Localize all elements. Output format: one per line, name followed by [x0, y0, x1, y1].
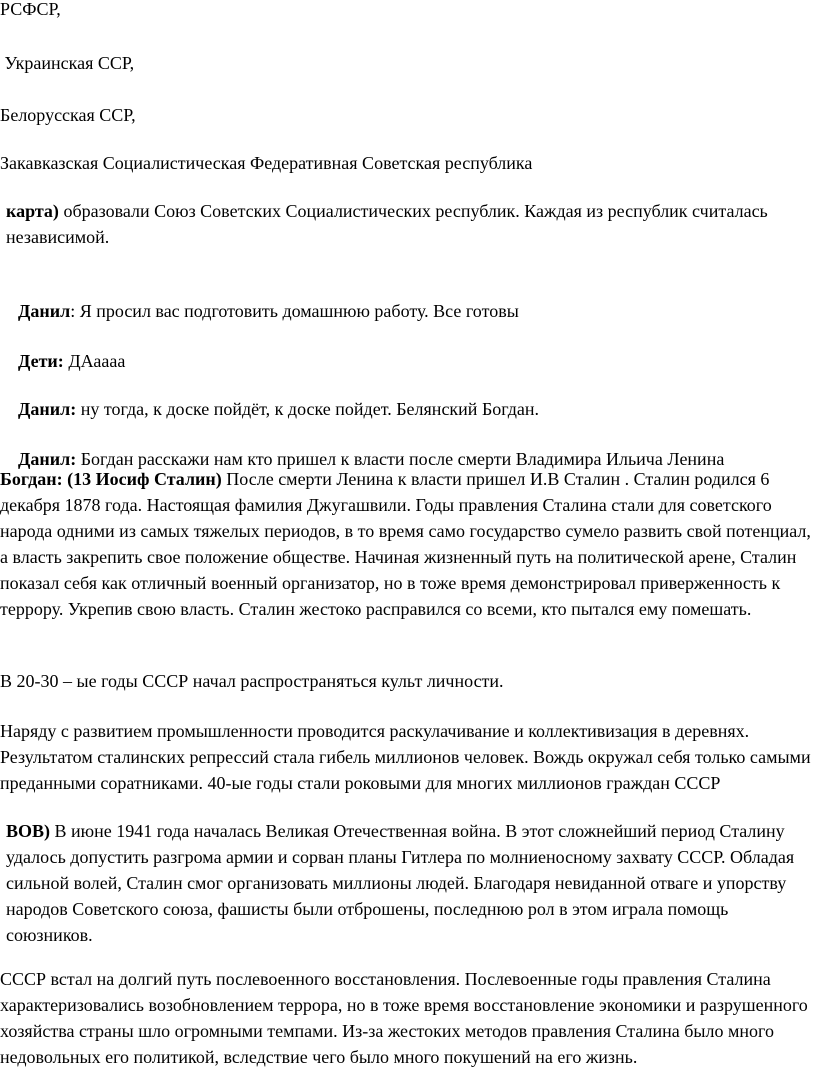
paragraph-vov	[6, 818, 814, 948]
republic-line-belarus: Белорусская ССР,	[0, 105, 136, 125]
speaker-bogdan: Богдан: (13 Иосиф Сталин)	[0, 469, 222, 489]
paragraph-industry: Наряду с развитием промышленности проводится раскулачивание и коллективизация в деревнях. Результатом сталинских репрессий стала гибель миллионов человек. Вождь окружал себя только самыми преданными соратниками. 40-ые годы стали роковыми для многих миллионов граждан СССР	[0, 721, 811, 793]
speaker-danil-2: Данил:	[18, 399, 77, 419]
paragraph-cult: В 20-30 – ые годы СССР начал распространяться культ личности.	[0, 671, 504, 691]
paragraph-postwar: СССР встал на долгий путь послевоенного восстановления. Послевоенные годы правления Сталина характеризовались возобновлением террора, но в тоже время восстановление экономики и разрушенного хозяйства страны шло огромными темпами. Из-за жестоких методов правления Сталина было много недовольных его политикой, вследствие чего было много покушений на его жизнь.	[0, 969, 808, 1067]
paragraph-bogdan	[0, 466, 814, 622]
dialog-text-3: ну тогда, к доске пойдёт, к доске пойдет. Белянский Богдан.	[76, 399, 540, 419]
karta-label: карта)	[6, 201, 59, 221]
bogdan-text: После смерти Ленина к власти пришел И.В Сталин . Сталин родился 6 декабря 1878 года. Настоящая фамилия Джугашвили. Годы правления Сталина стали для советского народа одними из самых тяжелых периодов, в то время само государство сумело развить свой потенциал, а власть закрепить свое положение обществе. Начиная жизненный путь на политической арене, Сталин показал себя как отличный военный организатор, но в тоже время демонстрировал приверженность к террору. Укрепив свою власть. Сталин жестоко расправился со всеми, кто пытался ему помешать.	[0, 469, 811, 619]
vov-text: В июне 1941 года началась Великая Отечественная война. В этот сложнейший период Сталину удалось допустить разгрома армии и сорван планы Гитлера по молниеносному захвату СССР. Обладая сильной волей, Сталин смог организовать миллионы людей. Благодаря невиданной отваге и упорству народов Советского союза, фашисты были отброшены, последнюю рол в этом играла помощь союзников.	[6, 821, 795, 945]
republic-line-transcaucasia: Закавказская Социалистическая Федеративная Советская республика	[0, 153, 533, 173]
karta-text: образовали Союз Советских Социалистических республик. Каждая из республик считалась независимой.	[6, 201, 768, 247]
paragraph-karta	[6, 198, 814, 250]
speaker-danil-1: Данил	[18, 301, 71, 321]
republic-line-ukraine: Украинская ССР,	[0, 53, 135, 73]
vov-label: ВОВ)	[6, 821, 51, 841]
speaker-deti: Дети:	[18, 351, 64, 371]
dialog-text-1: : Я просил вас подготовить домашнюю работу. Все готовы	[70, 301, 519, 321]
speaker-danil-3: Данил:	[18, 449, 77, 469]
republic-line-rsfsr: РСФСР,	[0, 0, 61, 19]
dialog-text-2: ДАаааа	[63, 351, 126, 371]
dialog-text-4: Богдан расскажи нам кто пришел к власти после смерти Владимира Ильича Ленина	[76, 449, 725, 469]
